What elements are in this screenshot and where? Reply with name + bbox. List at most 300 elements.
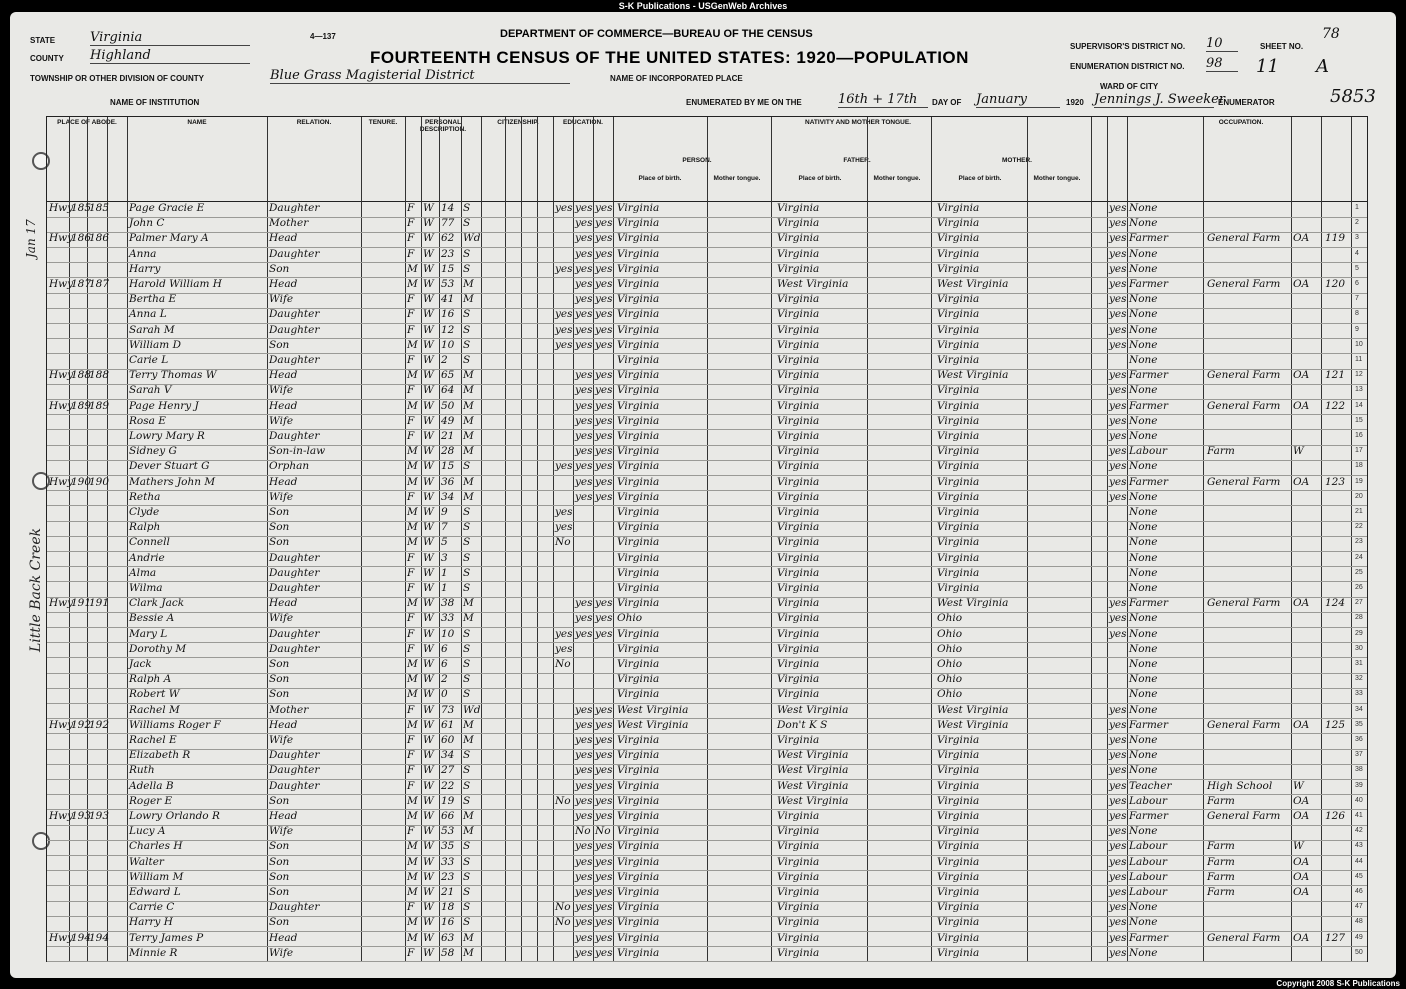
cell-wr: yes [595, 627, 613, 640]
cell-pob: Virginia [617, 749, 660, 762]
cell-age: 63 [441, 931, 455, 944]
cell-sex: F [407, 414, 415, 427]
cell-age: 27 [441, 764, 455, 777]
cell-name: Minnie R [129, 946, 178, 959]
cell-wr: yes [595, 779, 613, 792]
cell-ms: S [463, 566, 471, 579]
cell-rd: yes [575, 612, 593, 625]
cell-f: 192 [89, 718, 110, 731]
cell-sch: yes [555, 323, 573, 336]
cell-pob: Virginia [617, 901, 660, 914]
cell-race: W [423, 308, 434, 321]
cell-sex: F [407, 703, 415, 716]
cell-fpob: Virginia [777, 338, 820, 351]
cell-occ: Farmer [1129, 597, 1169, 610]
cell-mpob: Virginia [937, 840, 980, 853]
table-row [47, 627, 1367, 644]
cell-mpob: West Virginia [937, 718, 1009, 731]
cell-eng: yes [1109, 749, 1127, 762]
cell-rel: Head [269, 369, 298, 382]
cell-rd: yes [575, 414, 593, 427]
cell-race: W [423, 703, 434, 716]
cell-occ: None [1129, 627, 1158, 640]
cell-mpob: Virginia [937, 764, 980, 777]
cell-fpob: Virginia [777, 886, 820, 898]
cell-race: W [423, 794, 434, 807]
cell-f: 189 [89, 399, 110, 412]
cell-name: Terry Thomas W [129, 369, 217, 382]
cell-fno: 121 [1325, 369, 1346, 382]
cell-mpob: Virginia [937, 825, 980, 838]
cell-ms: Wd [463, 232, 481, 245]
cell-mpob: Virginia [937, 946, 980, 959]
cell-race: W [423, 490, 434, 503]
cell-ms: S [463, 855, 471, 868]
cell-sex: F [407, 749, 415, 762]
cell-f: 187 [89, 278, 110, 290]
cell-cls: OA [1293, 810, 1310, 822]
cell-age: 21 [441, 430, 455, 442]
line-number: 5 [1355, 264, 1359, 272]
mother-tongue-header: Mother tongue. [1033, 175, 1081, 182]
cell-sex: M [407, 658, 418, 670]
cell-mpob: Virginia [937, 308, 980, 321]
father-pob-header: Place of birth. [798, 175, 842, 182]
cell-sex: F [407, 354, 415, 366]
cell-race: W [423, 521, 434, 534]
cell-rd: yes [575, 384, 593, 397]
cell-pob: Virginia [617, 779, 660, 792]
cell-pob: Virginia [617, 262, 660, 275]
cell-name: Anna L [129, 308, 167, 321]
cell-age: 33 [441, 612, 455, 625]
cell-rd: yes [575, 764, 593, 777]
cell-name: Retha [129, 490, 161, 503]
cell-rel: Wife [269, 384, 294, 397]
cell-name: William D [129, 338, 182, 351]
cell-name: Terry James P [129, 931, 204, 944]
cell-rd: yes [575, 931, 593, 944]
line-number: 18 [1355, 462, 1363, 470]
cell-pob: Virginia [617, 354, 660, 366]
cell-ms: S [463, 202, 471, 214]
table-row [47, 551, 1367, 568]
cell-sch: yes [555, 627, 573, 640]
table-row [47, 262, 1367, 279]
cell-rel: Wife [269, 612, 294, 625]
cell-race: W [423, 688, 434, 701]
township-value: Blue Grass Magisterial District [270, 68, 570, 84]
cell-sex: M [407, 262, 418, 275]
cell-pob: Virginia [617, 338, 660, 351]
cell-fpob: Virginia [777, 582, 820, 594]
cell-ms: S [463, 551, 471, 564]
cell-rel: Head [269, 278, 298, 290]
cell-ms: S [463, 673, 471, 686]
county-label: COUNTY [30, 54, 64, 63]
cell-mpob: Virginia [937, 855, 980, 868]
cell-rd: yes [575, 901, 593, 914]
cell-sch: yes [555, 642, 573, 655]
cell-pob: Virginia [617, 916, 660, 929]
cell-sex: M [407, 794, 418, 807]
cell-rd: yes [575, 460, 593, 473]
cell-name: Elizabeth R [129, 749, 191, 762]
cell-ms: M [463, 293, 474, 306]
cell-age: 34 [441, 749, 455, 762]
cell-race: W [423, 202, 434, 214]
cell-pob: Virginia [617, 582, 660, 594]
cell-pob: Virginia [617, 810, 660, 822]
cell-fpob: Virginia [777, 673, 820, 686]
cell-age: 5 [441, 536, 448, 549]
cell-wr: yes [595, 384, 613, 397]
cell-fpob: Virginia [777, 384, 820, 397]
cell-age: 18 [441, 901, 455, 914]
cell-race: W [423, 354, 434, 366]
cell-pob: Virginia [617, 764, 660, 777]
cell-fpob: Virginia [777, 521, 820, 534]
archive-banner: S-K Publications - USGenWeb Archives [618, 1, 788, 11]
cell-age: 2 [441, 354, 448, 366]
state-label: STATE [30, 36, 56, 45]
cell-fpob: Virginia [777, 734, 820, 746]
cell-race: W [423, 262, 434, 275]
cell-sex: F [407, 779, 415, 792]
line-number: 34 [1355, 705, 1363, 713]
table-row [47, 277, 1367, 294]
cell-name: William M [129, 870, 184, 883]
cell-race: W [423, 582, 434, 594]
cell-mpob: Virginia [937, 414, 980, 427]
cell-sex: F [407, 217, 415, 230]
cell-name: Mary L [129, 627, 168, 640]
enumerated-day: 16th + 17th [838, 92, 928, 108]
cell-mpob: Ohio [937, 658, 963, 670]
cell-name: Edward L [129, 886, 181, 898]
cell-fpob: Virginia [777, 916, 820, 929]
cell-mpob: Virginia [937, 384, 980, 397]
cell-pob: Virginia [617, 308, 660, 321]
cell-d: 185 [71, 202, 92, 214]
cell-eng: yes [1109, 369, 1127, 382]
cell-dw: Hwy [49, 232, 74, 245]
cell-f: 190 [89, 475, 110, 488]
cell-mpob: Virginia [937, 749, 980, 762]
cell-eng: yes [1109, 232, 1127, 245]
cell-ms: M [463, 825, 474, 838]
cell-age: 15 [441, 460, 455, 473]
vertical-margin-note: Little Back Creek [28, 527, 44, 652]
cell-f: 185 [89, 202, 110, 214]
cell-race: W [423, 931, 434, 944]
cell-mpob: Virginia [937, 886, 980, 898]
cell-mpob: Virginia [937, 551, 980, 564]
cell-occ: Farmer [1129, 399, 1169, 412]
cell-race: W [423, 338, 434, 351]
table-row [47, 338, 1367, 355]
cell-name: Sarah V [129, 384, 172, 397]
cell-ind: General Farm [1207, 718, 1281, 731]
cell-age: 23 [441, 870, 455, 883]
cell-mpob: Virginia [937, 901, 980, 914]
cell-occ: None [1129, 946, 1158, 959]
cell-age: 1 [441, 582, 448, 594]
line-number: 16 [1355, 432, 1363, 439]
cell-rd: yes [575, 232, 593, 245]
copyright-notice: Copyright 2008 S-K Publications [1276, 979, 1400, 988]
table-row [47, 216, 1367, 233]
table-row [47, 733, 1367, 750]
cell-ms: S [463, 779, 471, 792]
group-personal: PERSONAL DESCRIPTION. [419, 119, 467, 133]
cell-dw: Hwy [49, 278, 74, 290]
cell-age: 7 [441, 521, 448, 534]
cell-rd: yes [575, 430, 593, 442]
cell-fpob: Virginia [777, 202, 820, 214]
cell-occ: None [1129, 354, 1158, 366]
cell-sch: No [555, 901, 571, 914]
cell-occ: None [1129, 247, 1158, 260]
cell-pob: Virginia [617, 202, 660, 214]
cell-pob: Virginia [617, 658, 660, 670]
cell-rd: yes [575, 794, 593, 807]
cell-pob: Virginia [617, 597, 660, 610]
cell-fpob: Virginia [777, 688, 820, 701]
cell-mpob: Virginia [937, 582, 980, 594]
cell-rel: Son [269, 521, 290, 534]
cell-race: W [423, 597, 434, 610]
cell-sex: M [407, 278, 418, 290]
cell-rel: Son [269, 673, 290, 686]
table-row [47, 779, 1367, 796]
cell-cls: OA [1293, 369, 1310, 382]
cell-eng: yes [1109, 810, 1127, 822]
cell-rel: Head [269, 718, 298, 731]
line-number: 20 [1355, 492, 1363, 500]
cell-pob: Virginia [617, 946, 660, 959]
table-row [47, 323, 1367, 340]
cell-occ: None [1129, 703, 1158, 716]
cell-wr: yes [595, 247, 613, 260]
cell-dw: Hwy [49, 931, 74, 944]
cell-rd: yes [575, 308, 593, 321]
group-occupation: OCCUPATION. [1218, 119, 1264, 126]
cell-rd: yes [575, 886, 593, 898]
cell-pob: Virginia [617, 247, 660, 260]
cell-occ: None [1129, 673, 1158, 686]
group-mother: MOTHER. [1002, 157, 1032, 164]
cell-name: Harry [129, 262, 161, 275]
cell-race: W [423, 566, 434, 579]
cell-mpob: Virginia [937, 445, 980, 458]
cell-occ: Labour [1129, 445, 1168, 458]
department-heading: DEPARTMENT OF COMMERCE—BUREAU OF THE CENSUS [500, 28, 813, 40]
cell-occ: None [1129, 688, 1158, 701]
cell-eng: yes [1109, 886, 1127, 898]
cell-mpob: Virginia [937, 475, 980, 488]
cell-eng: yes [1109, 718, 1127, 731]
cell-wr: yes [595, 308, 613, 321]
cell-ms: S [463, 506, 471, 518]
cell-name: Wilma [129, 582, 163, 594]
cell-sex: M [407, 855, 418, 868]
cell-rel: Mother [269, 703, 309, 716]
cell-wr: yes [595, 369, 613, 382]
cell-rel: Son [269, 688, 290, 701]
cell-sex: F [407, 734, 415, 746]
cell-race: W [423, 810, 434, 822]
cell-f: 188 [89, 369, 110, 382]
cell-name: Sidney G [129, 445, 177, 458]
supervisor-number: 10 [1206, 36, 1238, 52]
cell-age: 53 [441, 825, 455, 838]
line-number: 31 [1355, 660, 1363, 667]
cell-race: W [423, 825, 434, 838]
cell-name: Page Henry J [129, 399, 199, 412]
cell-rd: yes [575, 734, 593, 746]
cell-ms: M [463, 399, 474, 412]
cell-rel: Son [269, 794, 290, 807]
cell-name: Anna [129, 247, 157, 260]
cell-name: Ruth [129, 764, 155, 777]
cell-sex: F [407, 202, 415, 214]
enumerator-label: ENUMERATOR [1218, 98, 1275, 107]
cell-age: 53 [441, 278, 455, 290]
cell-occ: None [1129, 825, 1158, 838]
cell-occ: Farmer [1129, 369, 1169, 382]
cell-race: W [423, 278, 434, 290]
cell-rel: Son [269, 916, 290, 929]
cell-rd: No [575, 825, 591, 838]
cell-rel: Head [269, 475, 298, 488]
cell-fpob: West Virginia [777, 278, 849, 290]
cell-pob: Virginia [617, 445, 660, 458]
supervisor-label: SUPERVISOR'S DISTRICT NO. [1070, 42, 1186, 51]
cell-d: 187 [71, 278, 92, 290]
line-number: 24 [1355, 553, 1363, 561]
table-row [47, 444, 1367, 461]
cell-wr: yes [595, 323, 613, 336]
table-row [47, 703, 1367, 720]
cell-rd: yes [575, 855, 593, 868]
cell-occ: None [1129, 323, 1158, 336]
cell-age: 3 [441, 551, 448, 564]
cell-fno: 120 [1325, 278, 1346, 290]
cell-dw: Hwy [49, 810, 74, 822]
cell-pob: Virginia [617, 460, 660, 473]
cell-occ: None [1129, 901, 1158, 914]
cell-age: 77 [441, 217, 455, 230]
cell-fpob: Virginia [777, 369, 820, 382]
cell-rel: Daughter [269, 430, 320, 442]
cell-wr: yes [595, 901, 613, 914]
cell-mpob: West Virginia [937, 278, 1009, 290]
cell-rd: yes [575, 916, 593, 929]
cell-eng: yes [1109, 430, 1127, 442]
line-number: 41 [1355, 812, 1363, 819]
cell-rd: yes [575, 703, 593, 716]
cell-occ: None [1129, 338, 1158, 351]
cell-race: W [423, 551, 434, 564]
cell-race: W [423, 475, 434, 488]
cell-name: Adella B [129, 779, 174, 792]
line-number: 2 [1355, 219, 1359, 227]
cell-eng: yes [1109, 901, 1127, 914]
cell-name: Mathers John M [129, 475, 216, 488]
cell-name: Sarah M [129, 323, 175, 336]
cell-rel: Son [269, 855, 290, 868]
table-row [47, 383, 1367, 400]
cell-name: Connell [129, 536, 170, 549]
cell-sex: M [407, 916, 418, 929]
cell-ms: S [463, 840, 471, 853]
cell-occ: Labour [1129, 794, 1168, 807]
cell-dw: Hwy [49, 399, 74, 412]
cell-rel: Mother [269, 217, 309, 230]
cell-mpob: Ohio [937, 642, 963, 655]
line-number: 39 [1355, 781, 1363, 789]
cell-occ: None [1129, 414, 1158, 427]
cell-fno: 126 [1325, 810, 1346, 822]
cell-sex: M [407, 521, 418, 534]
cell-rel: Wife [269, 825, 294, 838]
cell-race: W [423, 506, 434, 518]
cell-ms: S [463, 916, 471, 929]
table-row [47, 611, 1367, 628]
cell-fpob: Virginia [777, 293, 820, 306]
cell-mpob: Ohio [937, 673, 963, 686]
cell-mpob: Ohio [937, 612, 963, 625]
enumeration-number: 98 [1206, 56, 1238, 72]
cell-wr: yes [595, 338, 613, 351]
cell-sex: F [407, 247, 415, 260]
line-number: 30 [1355, 644, 1363, 652]
table-row [47, 763, 1367, 780]
line-number: 19 [1355, 477, 1363, 485]
cell-name: Lowry Mary R [129, 430, 205, 442]
cell-sex: F [407, 946, 415, 959]
cell-rel: Head [269, 232, 298, 245]
cell-occ: None [1129, 749, 1158, 762]
cell-pob: Virginia [617, 931, 660, 944]
cell-mpob: Virginia [937, 506, 980, 518]
cell-occ: None [1129, 566, 1158, 579]
cell-name: Carie L [129, 354, 169, 366]
cell-race: W [423, 323, 434, 336]
cell-ms: Wd [463, 703, 481, 716]
cell-rd: yes [575, 810, 593, 822]
cell-f: 186 [89, 232, 110, 245]
cell-eng: yes [1109, 916, 1127, 929]
cell-ms: S [463, 247, 471, 260]
cell-rel: Daughter [269, 202, 320, 214]
cell-pob: Virginia [617, 521, 660, 534]
cell-occ: Farmer [1129, 232, 1169, 245]
cell-rel: Son [269, 886, 290, 898]
cell-mpob: Virginia [937, 490, 980, 503]
cell-mpob: Virginia [937, 870, 980, 883]
cell-name: Bertha E [129, 293, 177, 306]
cell-cls: OA [1293, 278, 1310, 290]
cell-name: Ralph A [129, 673, 172, 686]
cell-occ: None [1129, 582, 1158, 594]
cell-age: 61 [441, 718, 455, 731]
cell-pob: Virginia [617, 414, 660, 427]
cell-wr: yes [595, 703, 613, 716]
line-number: 47 [1355, 903, 1363, 911]
cell-occ: None [1129, 658, 1158, 670]
